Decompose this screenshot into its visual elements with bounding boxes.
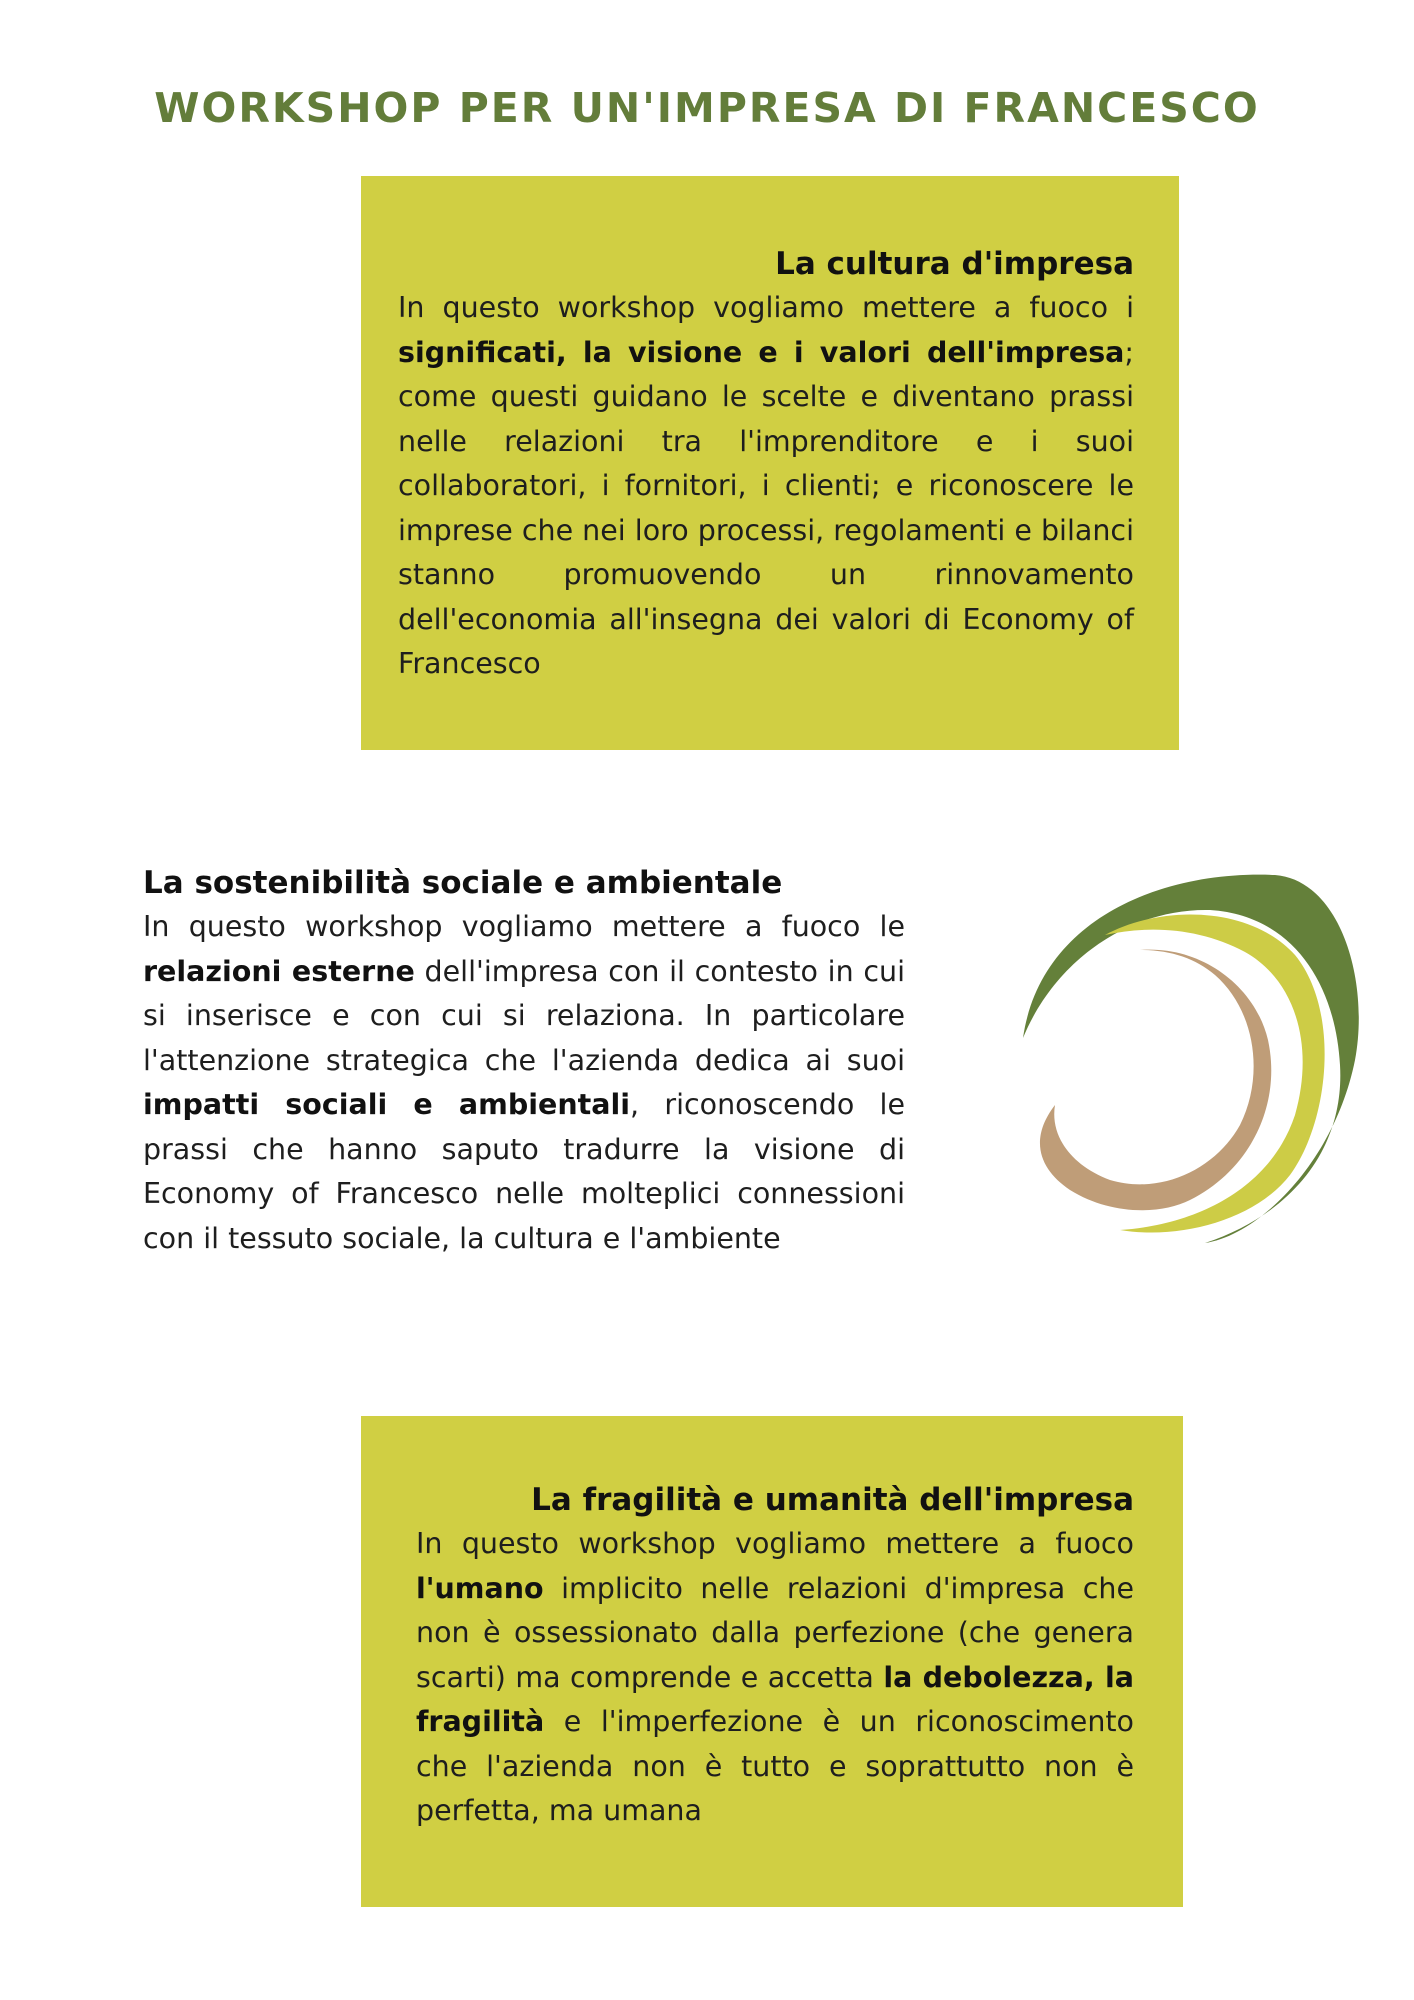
arc-tan — [1040, 950, 1271, 1211]
section-text: In questo workshop vogliamo mettere a fuoco i significati, la visione e i valori dell'impresa; come questi guidano le scelte e diventano prassi nelle relazioni tra l'imprenditore e i suoi collaboratori, i fornitori, i clienti; e riconoscere le imprese che nei loro processi, regolamenti e bilanci stanno promuovendo un rinnovamento dell'economia all'insegna dei valori di Economy of Francesco — [398, 291, 1134, 680]
section-heading: La cultura d'impresa — [775, 246, 1134, 282]
section-heading: La sostenibilità sociale e ambientale — [143, 865, 783, 901]
section-fragilita — [416, 1482, 1134, 1834]
spiral-arcs-icon — [1010, 860, 1414, 1260]
section-text: In questo workshop vogliamo mettere a fuoco le relazioni esterne dell'impresa con il contesto in cui si inserisce e con cui si relaziona. In particolare l'attenzione strategica che l'azienda dedica ai suoi impatti sociali e ambientali, riconoscendo le prassi che hanno saputo tradurre la visione di Economy of Francesco nelle molteplici connessioni con il tessuto sociale, la cultura e l'ambiente — [143, 910, 905, 1255]
section-heading: La fragilità e umanità dell'impresa — [531, 1482, 1134, 1518]
section-text: In questo workshop vogliamo mettere a fuoco l'umano implicito nelle relazioni d'impresa che non è ossessionato dalla perfezione (che genera scarti) ma comprende e accetta la debolezza, la fragilità e l'imperfezione è un riconoscimento che l'azienda non è tutto e soprattutto non è perfetta, ma umana — [416, 1527, 1134, 1827]
page-title: WORKSHOP PER UN'IMPRESA DI FRANCESCO — [154, 84, 1260, 132]
section-cultura-impresa — [398, 246, 1134, 687]
section-sostenibilita — [143, 865, 905, 1261]
